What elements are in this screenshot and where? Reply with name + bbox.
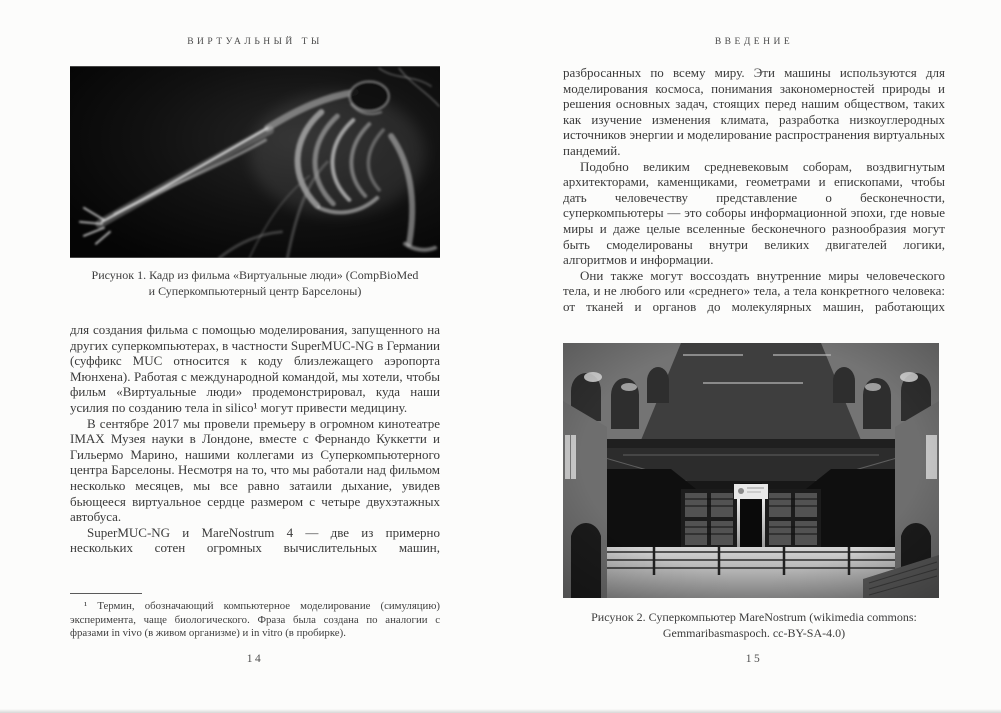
right-body-text: [563, 65, 945, 315]
paragraph: SuperMUC-NG и MareNostrum 4 — две из примерно нескольких сотен огромных вычислительных машин,: [70, 524, 440, 556]
marenostrum-chapel-illustration: [563, 343, 939, 598]
footnote-rule: [70, 593, 142, 594]
left-body-text: [70, 322, 440, 556]
figure-2-caption-line1: Рисунок 2. Суперкомпьютер MareNostrum (wikimedia commons:: [591, 610, 917, 624]
right-page-number: 15: [745, 653, 763, 665]
paragraph: разбросанных по всему миру. Эти машины используются для моделирования космоса, понимания закономерностей природы и решения основных задач, стоящих перед нашим обществом, таких как изучение изменения климата, разработка низкоуглеродных источников энергии и моделирование распространения виртуальных пандемий.: [563, 65, 945, 158]
paragraph: Они также могут воссоздать внутренние миры человеческого тела, и не любого или «среднего» тела, а тела конкретного человека: от тканей и органов до молекулярных машин, работающих: [563, 267, 945, 314]
figure-1-caption-line2: и Суперкомпьютерный центр Барселоны): [148, 283, 362, 298]
footnote-text: ¹ Термин, обозначающий компьютерное моделирование (симуляцию) эксперимента, чаще биологического. Фраза была создана по аналогии с фразами in vivo (в живом организме) и in vitro (в пробирке).: [70, 600, 440, 639]
left-page-number: 14: [246, 653, 264, 665]
virtual-human-illustration: [70, 66, 440, 258]
figure-2-caption-line2: Gemmaribasmaspoch. cc-BY-SA-4.0): [662, 625, 846, 640]
right-running-head: ВВЕДЕНИЕ: [714, 37, 794, 47]
paragraph: В сентябре 2017 мы провели премьеру в огромном кинотеатре IMAX Музея науки в Лондоне, вместе с Фернандо Куккетти и Гильермо Марино, нашими коллегами из Суперкомпьютерного центра Барселоны. Несмотря на то, что мы работали над фильмом несколько месяцев, мы все равно затаили дыхание, увидев бьющееся виртуальное сердце размером с четыре двухэтажных автобуса.: [70, 415, 440, 525]
left-running-head: ВИРТУАЛЬНЫЙ ТЫ: [187, 37, 323, 47]
right-page: [563, 0, 945, 713]
paragraph: для создания фильма с помощью моделирования, запущенного на других суперкомпьютерах, в частности SuperMUC-NG в Германии (суффикс MUC относится к коду близлежащего аэропорта Мюнхена). Работая с международной командой, мы хотели, чтобы фильм «Виртуальные люди» продемонстрировал, куда наши усилия по созданию тела in silico¹ могут привести медицину.: [70, 322, 440, 415]
figure-2-marenostrum-image: [563, 343, 939, 598]
paragraph: Подобно великим средневековым соборам, воздвигнутым архитекторами, каменщиками, геометрами и епископами, чтобы дать человечеству представление о бесконечности, суперкомпьютеры — это соборы информационной эпохи, где новые миры и даже целые вселенные бесконечного разнообразия могут быть смоделированы внутри великих двигателей логики, алгоритмов и информации.: [563, 158, 945, 268]
figure-1-caption: [70, 268, 440, 299]
page-bottom-scan-edge: [0, 709, 1001, 713]
figure-1-virtual-human-image: [70, 66, 440, 258]
figure-2-caption: [563, 610, 945, 641]
figure-1-caption-line1: Рисунок 1. Кадр из фильма «Виртуальные люди» (CompBioMed: [91, 268, 419, 282]
left-page: [70, 0, 440, 713]
